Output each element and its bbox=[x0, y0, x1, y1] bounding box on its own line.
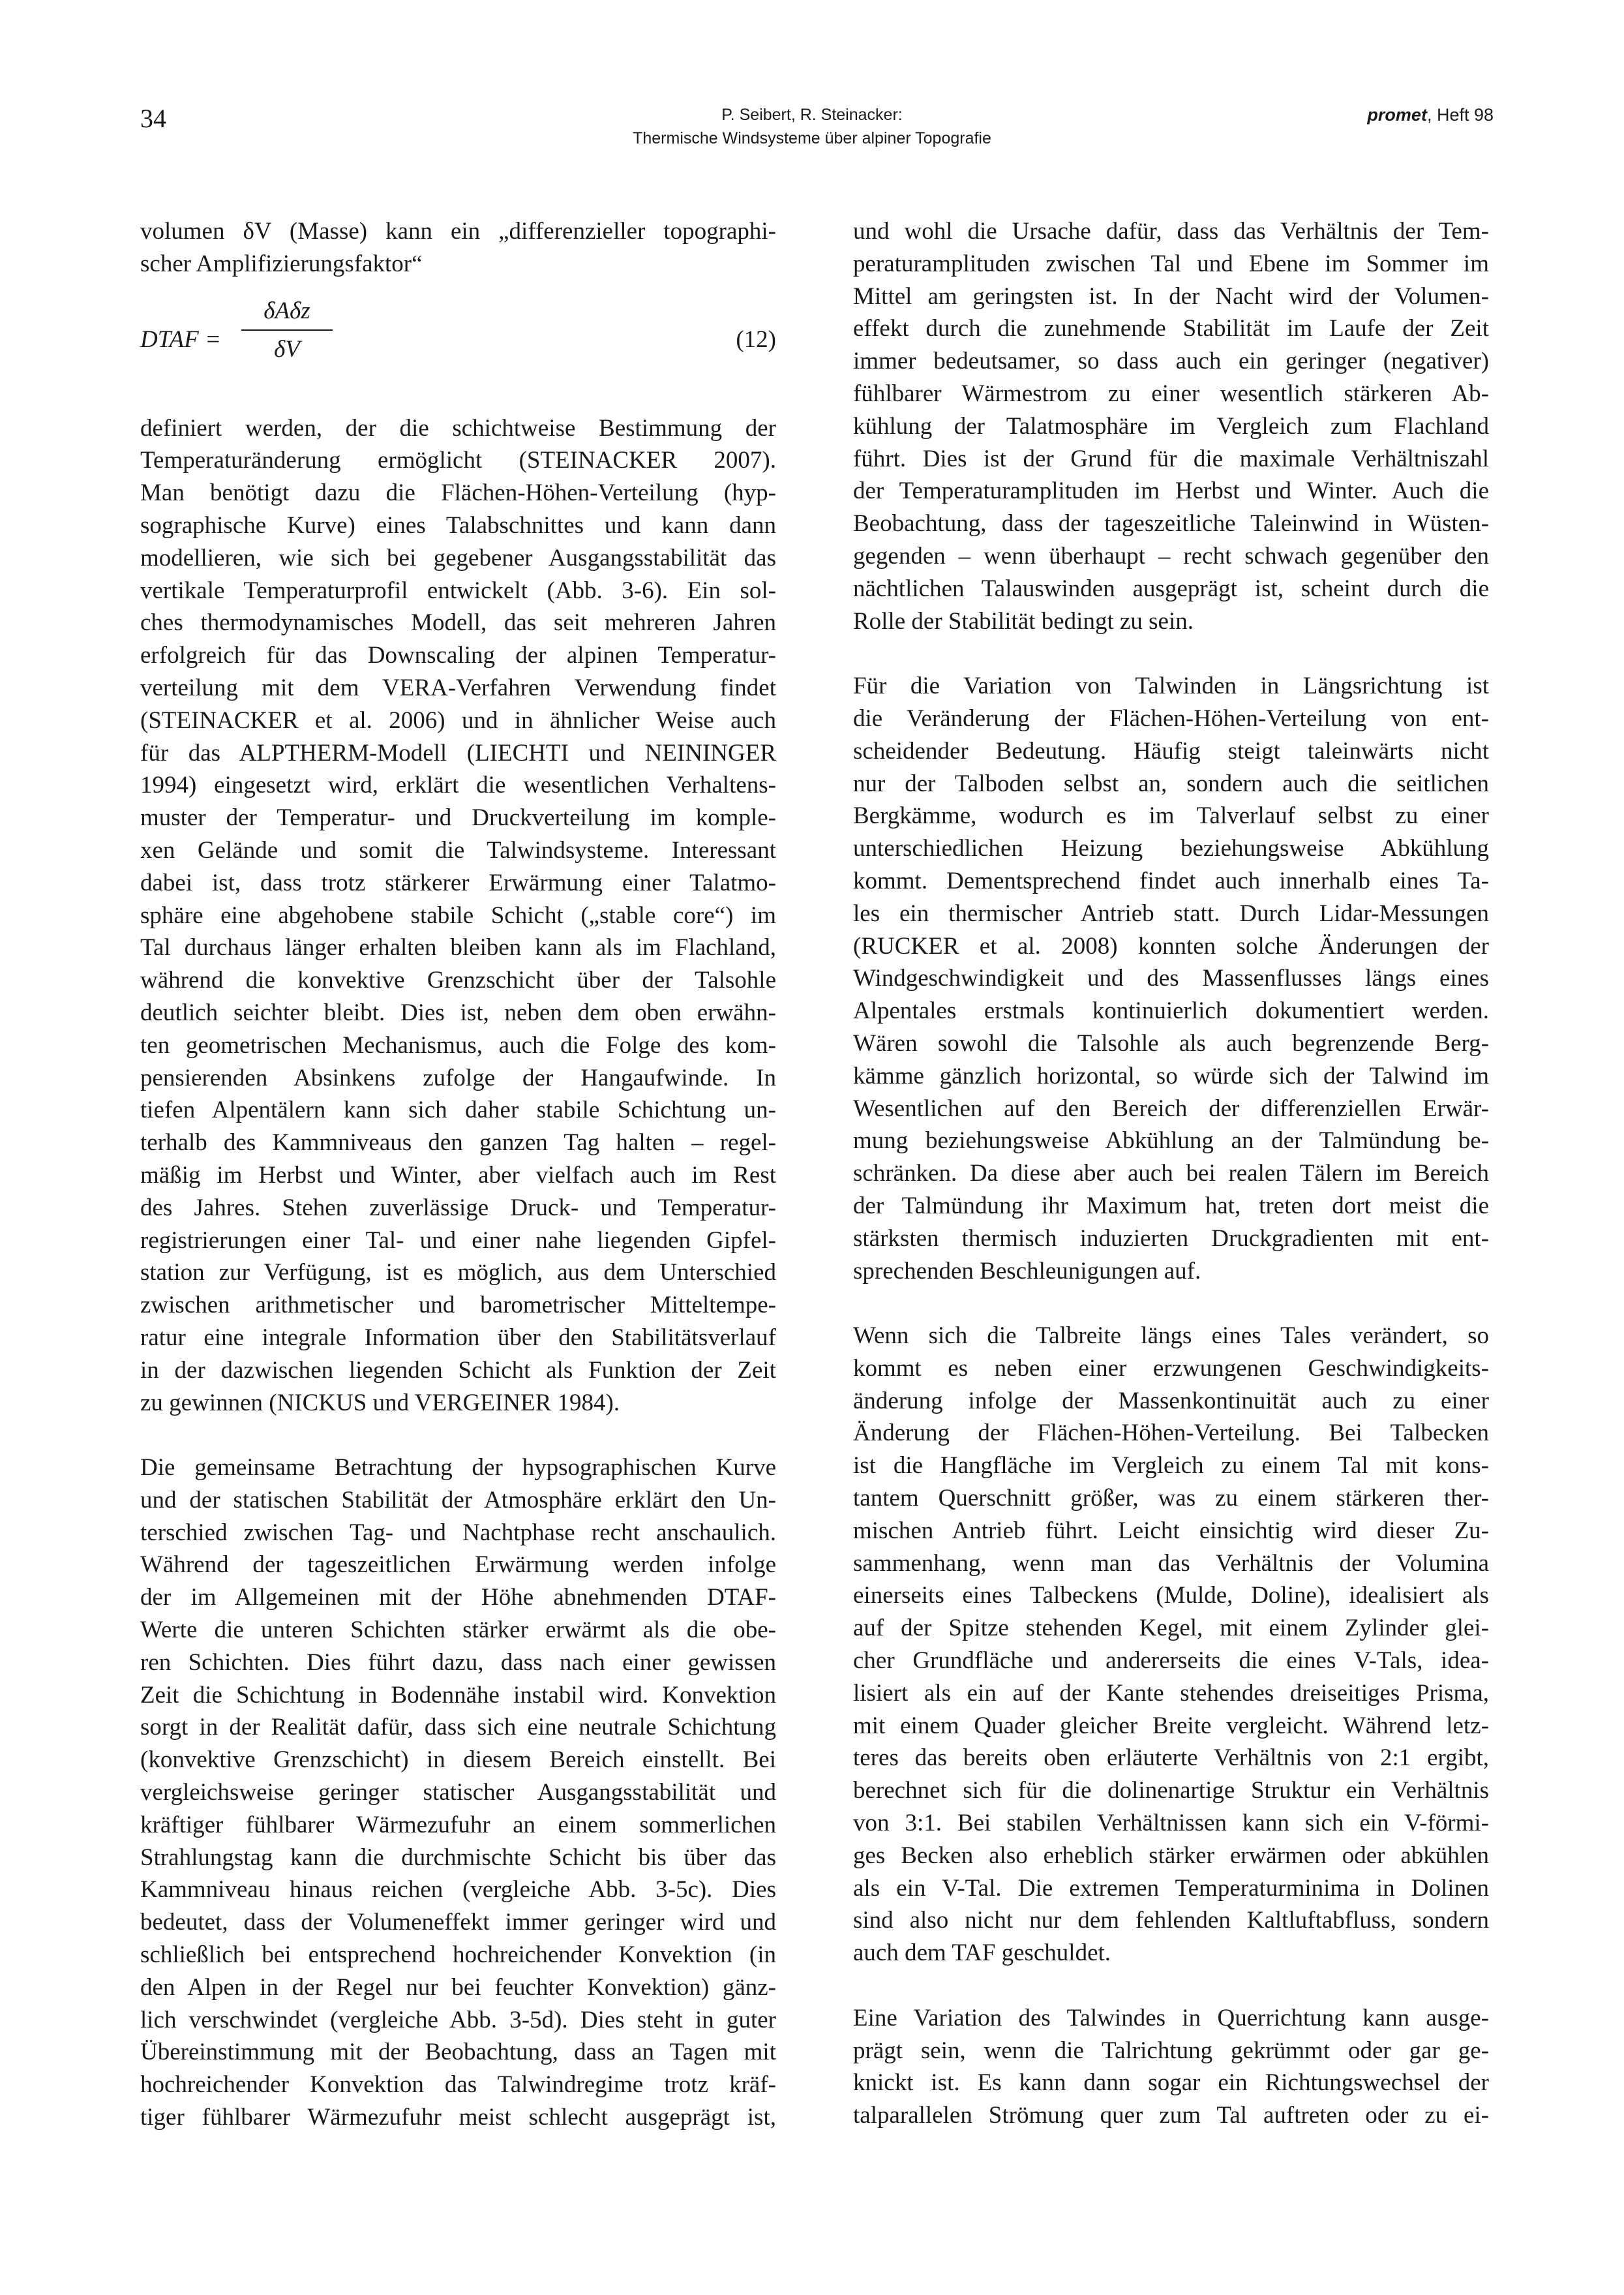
text-line: während die konvektive Grenzschicht über der Talsohle bbox=[140, 967, 776, 994]
text-line: station zur Verfügung, ist es möglich, aus dem Unterschied bbox=[140, 1259, 776, 1286]
text-line: knickt ist. Es kann dann sogar ein Richtungswechsel der bbox=[853, 2069, 1489, 2097]
equation-denominator: δV bbox=[274, 336, 300, 363]
text-line: Bergkämme, wodurch es im Talverlauf selbst zu einer bbox=[853, 802, 1489, 830]
equation-lhs: DTAF = bbox=[140, 326, 221, 353]
text-line: ratur eine integrale Information über den Stabilitätsverlauf bbox=[140, 1324, 776, 1351]
text-line: scheidender Bedeutung. Häufig steigt taleinwärts nicht bbox=[853, 737, 1489, 765]
text-line: Für die Variation von Talwinden in Längsrichtung ist bbox=[853, 673, 1489, 700]
equation-fraction bbox=[241, 295, 333, 367]
text-line: erfolgreich für das Downscaling der alpinen Temperatur- bbox=[140, 642, 776, 669]
text-line: definiert werden, der die schichtweise Bestimmung der bbox=[140, 414, 776, 442]
text-line: Wenn sich die Talbreite längs eines Tales verändert, so bbox=[853, 1322, 1489, 1350]
text-line: Übereinstimmung mit der Beobachtung, dass an Tagen mit bbox=[140, 2039, 776, 2066]
text-line: nächtlichen Talauswinden ausgeprägt ist, scheint durch die bbox=[853, 575, 1489, 602]
text-line: von 3:1. Bei stabilen Verhältnissen kann sich ein V-förmi- bbox=[853, 1810, 1489, 1837]
text-line: modellieren, wie sich bei gegebener Ausgangsstabilität das bbox=[140, 544, 776, 571]
text-line: stärksten thermisch induzierten Druckgradienten mit ent- bbox=[853, 1224, 1489, 1252]
text-line: Wären sowohl die Talsohle als auch begrenzende Berg- bbox=[853, 1029, 1489, 1057]
text-line: sprechenden Beschleunigungen auf. bbox=[853, 1257, 1201, 1284]
page-number: 34 bbox=[140, 104, 166, 133]
text-line: Tal durchaus länger erhalten bleiben kann als im Flachland, bbox=[140, 934, 776, 962]
text-line: les ein thermischer Antrieb statt. Durch Lidar-Messungen bbox=[853, 900, 1489, 927]
journal-issue: , Heft 98 bbox=[1426, 105, 1494, 125]
left-paragraph-1 bbox=[140, 412, 776, 1420]
text-line: Eine Variation des Talwindes in Querrichtung kann ausge- bbox=[853, 2004, 1489, 2031]
text-line: dabei ist, dass trotz stärkerer Erwärmung einer Talatmo- bbox=[140, 869, 776, 896]
right-column bbox=[853, 215, 1489, 2132]
journal-brand: promet bbox=[1367, 105, 1427, 125]
text-line: fühlbarer Wärmestrom zu einer wesentlich stärkeren Ab- bbox=[853, 380, 1489, 407]
text-line: Kammniveau hinaus reichen (vergleiche Abb. 3-5c). Dies bbox=[140, 1876, 776, 1904]
text-line: talparallelen Strömung quer zum Tal auftreten oder zu ei- bbox=[853, 2102, 1489, 2129]
right-paragraph-4 bbox=[853, 2002, 1489, 2132]
text-line: Werte die unteren Schichten stärker erwärmt als die obe- bbox=[140, 1617, 776, 1644]
text-line: (konvektive Grenzschicht) in diesem Bereich einstellt. Bei bbox=[140, 1746, 776, 1774]
text-line: sographische Kurve) eines Talabschnittes und kann dann bbox=[140, 511, 776, 539]
text-line: in der dazwischen liegenden Schicht als Funktion der Zeit bbox=[140, 1356, 776, 1384]
right-paragraph-3 bbox=[853, 1320, 1489, 1969]
text-line: immer bedeutsamer, so dass auch ein geringer (negativer) bbox=[853, 348, 1489, 375]
text-line: kräftiger fühlbarer Wärmezufuhr an einem sommerlichen bbox=[140, 1811, 776, 1838]
left-column bbox=[140, 215, 776, 2134]
text-line: ist die Hangfläche im Vergleich zu einem Tal mit kons- bbox=[853, 1452, 1489, 1480]
equation-number: (12) bbox=[736, 326, 776, 353]
text-line: mischen Antrieb führt. Leicht einsichtig wird dieser Zu- bbox=[853, 1517, 1489, 1544]
text-line: Temperaturänderung ermöglicht (STEINACKER 2007). bbox=[140, 447, 776, 474]
text-line: auch dem TAF geschuldet. bbox=[853, 1939, 1111, 1967]
page-header bbox=[0, 103, 1624, 155]
text-line: lich verschwindet (vergleiche Abb. 3-5d). Dies steht in guter bbox=[140, 2006, 776, 2033]
left-intro-paragraph bbox=[140, 215, 776, 281]
text-line: sorgt in der Realität dafür, dass sich eine neutrale Schichtung bbox=[140, 1714, 776, 1741]
left-paragraph-2 bbox=[140, 1451, 776, 2134]
text-line: mäßig im Herbst und Winter, aber vielfach auch im Rest bbox=[140, 1161, 776, 1189]
text-line: die Veränderung der Flächen-Höhen-Verteilung von ent- bbox=[853, 705, 1489, 732]
text-line: vertikale Temperaturprofil entwickelt (Abb. 3-6). Ein sol- bbox=[140, 577, 776, 604]
text-line: der Talmündung ihr Maximum hat, treten dort meist die bbox=[853, 1192, 1489, 1219]
text-line: änderung infolge der Massenkontinuität auch zu einer bbox=[853, 1387, 1489, 1414]
running-title-article: Thermische Windsysteme über alpiner Topografie bbox=[633, 129, 991, 147]
text-line: (STEINACKER et al. 2006) und in ähnlicher Weise auch bbox=[140, 707, 776, 734]
text-line: schließlich bei entsprechend hochreichender Konvektion (in bbox=[140, 1941, 776, 1969]
text-line: terhalb des Kammniveaus den ganzen Tag halten – regel- bbox=[140, 1129, 776, 1157]
text-line: kommt. Dementsprechend findet auch innerhalb eines Ta- bbox=[853, 867, 1489, 894]
text-line: und der statischen Stabilität der Atmosphäre erklärt den Un- bbox=[140, 1486, 776, 1513]
text-line: kämme gänzlich horizontal, so würde sich der Talwind im bbox=[853, 1062, 1489, 1089]
text-line: als ein V-Tal. Die extremen Temperaturminima in Dolinen bbox=[853, 1874, 1489, 1902]
text-line: ges Becken also erheblich stärker erwärmen oder abkühlen bbox=[853, 1842, 1489, 1869]
text-line: lisiert als ein auf der Kante stehendes dreiseitiges Prisma, bbox=[853, 1679, 1489, 1707]
text-line: nur der Talboden selbst an, sondern auch die seitlichen bbox=[853, 770, 1489, 797]
text-line: Die gemeinsame Betrachtung der hypsographischen Kurve bbox=[140, 1454, 776, 1482]
text-line: hochreichender Konvektion das Talwindregime trotz kräf- bbox=[140, 2071, 776, 2099]
text-line: Man benötigt dazu die Flächen-Höhen-Verteilung (hyp- bbox=[140, 479, 776, 507]
text-line: ten geometrischen Mechanismus, auch die Folge des kom- bbox=[140, 1031, 776, 1059]
text-line: prägt sein, wenn die Talrichtung gekrümmt oder gar ge- bbox=[853, 2037, 1489, 2064]
text-line: Beobachtung, dass der tageszeitliche Taleinwind in Wüsten- bbox=[853, 510, 1489, 538]
text-line: für das ALPTHERM-Modell (LIECHTI und NEININGER bbox=[140, 739, 776, 767]
text-line: Änderung der Flächen-Höhen-Verteilung. Bei Talbecken bbox=[853, 1420, 1489, 1447]
text-line: zu gewinnen (NICKUS und VERGEINER 1984). bbox=[140, 1389, 620, 1416]
text-line: volumen δV (Masse) kann ein „differenzieller topographi- bbox=[140, 218, 776, 245]
text-line: unterschiedlichen Heizung beziehungsweise Abkühlung bbox=[853, 835, 1489, 862]
right-paragraph-2 bbox=[853, 670, 1489, 1287]
text-line: verteilung mit dem VERA-Verfahren Verwendung findet bbox=[140, 674, 776, 701]
text-line: vergleichsweise geringer statischer Ausgangsstabilität und bbox=[140, 1779, 776, 1806]
text-line: sind also nicht nur dem fehlenden Kaltluftabfluss, sondern bbox=[853, 1907, 1489, 1934]
journal-label bbox=[1367, 103, 1494, 127]
text-line: den Alpen in der Regel nur bei feuchter Konvektion) gänz- bbox=[140, 1973, 776, 2001]
text-line: einerseits eines Talbeckens (Mulde, Doline), idealisiert als bbox=[853, 1582, 1489, 1609]
text-line: Alpentales erstmals kontinuierlich dokumentiert werden. bbox=[853, 997, 1489, 1025]
text-line: tiefen Alpentälern kann sich daher stabile Schichtung un- bbox=[140, 1097, 776, 1124]
text-line: Strahlungstag kann die durchmischte Schicht bis über das bbox=[140, 1844, 776, 1871]
text-line: teres das bereits oben erläuterte Verhältnis von 2:1 ergibt, bbox=[853, 1744, 1489, 1772]
text-line: tiger fühlbarer Wärmezufuhr meist schlecht ausgeprägt ist, bbox=[140, 2104, 776, 2131]
text-line: Mittel am geringsten ist. In der Nacht wird der Volumen- bbox=[853, 282, 1489, 310]
text-line: deutlich seichter bleibt. Dies ist, neben dem oben erwähn- bbox=[140, 999, 776, 1026]
text-line: ren Schichten. Dies führt dazu, dass nach einer gewissen bbox=[140, 1649, 776, 1676]
text-line: (RUCKER et al. 2008) konnten solche Änderungen der bbox=[853, 932, 1489, 960]
text-line: Rolle der Stabilität bedingt zu sein. bbox=[853, 607, 1194, 635]
text-line: mung beziehungsweise Abkühlung an der Talmündung be- bbox=[853, 1127, 1489, 1155]
text-line: kühlung der Talatmosphäre im Vergleich zum Flachland bbox=[853, 412, 1489, 440]
text-line: peraturamplituden zwischen Tal und Ebene im Sommer im bbox=[853, 250, 1489, 277]
text-line: bedeutet, dass der Volumeneffekt immer geringer wird und bbox=[140, 1909, 776, 1936]
text-line: xen Gelände und somit die Talwindsysteme. Interessant bbox=[140, 836, 776, 864]
text-line: führt. Dies ist der Grund für die maximale Verhältniszahl bbox=[853, 445, 1489, 472]
equation-12 bbox=[140, 295, 776, 397]
text-line: Während der tageszeitlichen Erwärmung werden infolge bbox=[140, 1551, 776, 1579]
text-line: kommt es neben einer erzwungenen Geschwindigkeits- bbox=[853, 1354, 1489, 1382]
text-line: schränken. Da diese aber auch bei realen Tälern im Bereich bbox=[853, 1160, 1489, 1187]
text-line: des Jahres. Stehen zuverlässige Druck- und Temperatur- bbox=[140, 1194, 776, 1221]
text-line: effekt durch die zunehmende Stabilität im Laufe der Zeit bbox=[853, 315, 1489, 342]
text-line: 1994) eingesetzt wird, erklärt die wesentlichen Verhaltens- bbox=[140, 772, 776, 799]
text-line: cher Grundfläche und andererseits die eines V-Tals, idea- bbox=[853, 1647, 1489, 1675]
right-paragraph-1 bbox=[853, 215, 1489, 637]
text-line: scher Amplifizierungsfaktor“ bbox=[140, 250, 423, 277]
text-line: gegenden – wenn überhaupt – recht schwach gegenüber den bbox=[853, 542, 1489, 570]
text-line: pensierenden Absinkens zufolge der Hangaufwinde. In bbox=[140, 1064, 776, 1091]
text-line: Wesentlichen auf den Bereich der differenziellen Erwär- bbox=[853, 1095, 1489, 1122]
text-line: der im Allgemeinen mit der Höhe abnehmenden DTAF- bbox=[140, 1584, 776, 1611]
text-line: Windgeschwindigkeit und des Massenflusses längs eines bbox=[853, 965, 1489, 992]
text-line: ches thermodynamisches Modell, das seit mehreren Jahren bbox=[140, 609, 776, 637]
text-line: mit einem Quader gleicher Breite vergleicht. Während letz- bbox=[853, 1712, 1489, 1739]
text-line: sammenhang, wenn man das Verhältnis der Volumina bbox=[853, 1549, 1489, 1577]
text-line: auf der Spitze stehenden Kegel, mit einem Zylinder glei- bbox=[853, 1615, 1489, 1642]
text-line: der Temperaturamplituden im Herbst und Winter. Auch die bbox=[853, 478, 1489, 505]
text-line: registrierungen einer Tal- und einer nahe liegenden Gipfel- bbox=[140, 1226, 776, 1254]
running-title-authors: P. Seibert, R. Steinacker: bbox=[721, 106, 903, 124]
text-line: berechnet sich für die dolinenartige Struktur ein Verhältnis bbox=[853, 1777, 1489, 1804]
equation-numerator: δAδz bbox=[241, 295, 333, 331]
text-line: muster der Temperatur- und Druckverteilung im komple- bbox=[140, 804, 776, 832]
text-line: tantem Querschnitt größer, was zu einem stärkeren ther- bbox=[853, 1485, 1489, 1512]
text-line: sphäre eine abgehobene stabile Schicht („stable core“) im bbox=[140, 902, 776, 929]
text-line: und wohl die Ursache dafür, dass das Verhältnis der Tem- bbox=[853, 218, 1489, 245]
text-line: terschied zwischen Tag- und Nachtphase recht anschaulich. bbox=[140, 1519, 776, 1546]
text-line: zwischen arithmetischer und barometrischer Mitteltempe- bbox=[140, 1292, 776, 1319]
text-line: Zeit die Schichtung in Bodennähe instabil wird. Konvektion bbox=[140, 1681, 776, 1709]
